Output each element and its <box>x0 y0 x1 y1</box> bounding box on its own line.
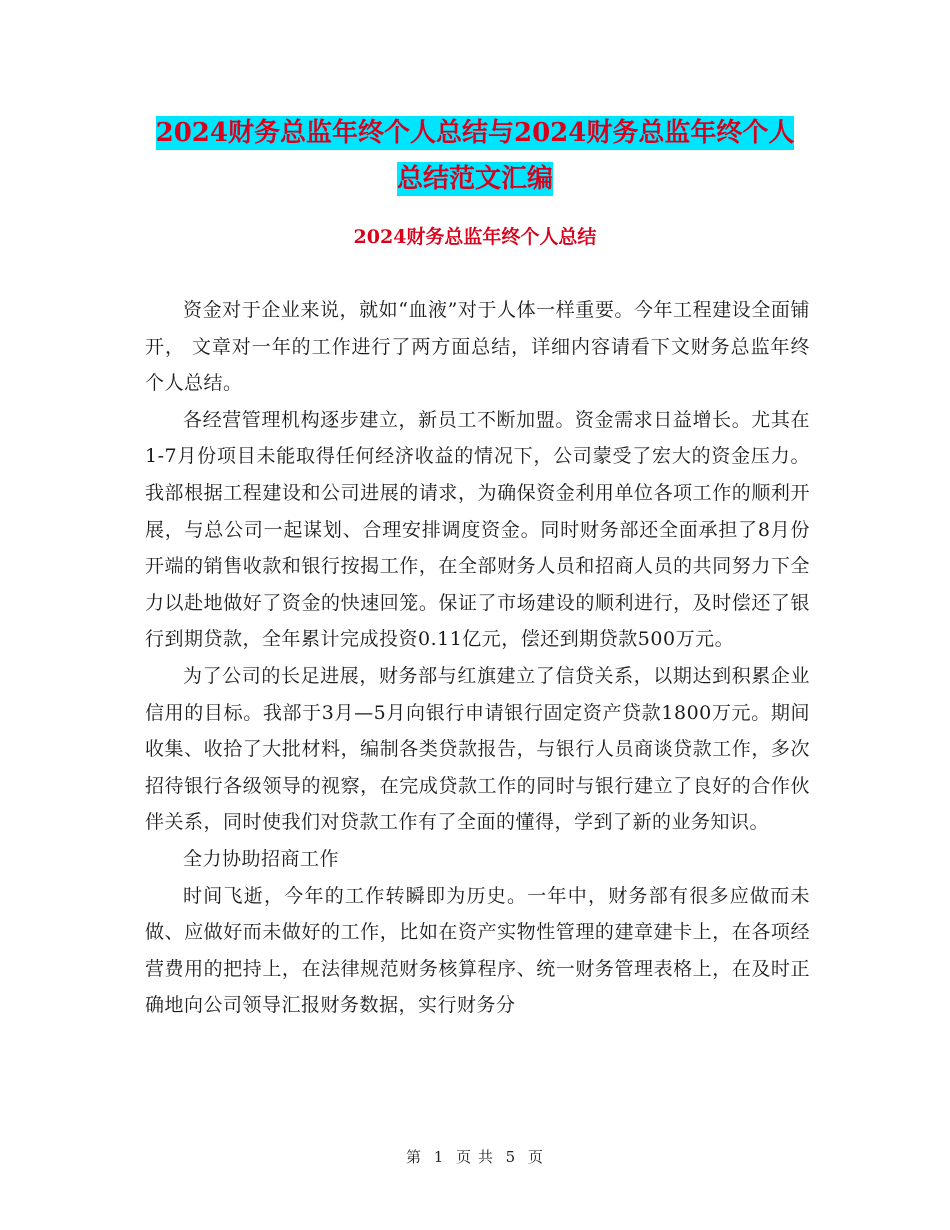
document-title <box>0 110 950 202</box>
paragraph: 各经营管理机构逐步建立，新员工不断加盟。资金需求日益增长。尤其在1-7月份项目未能取得任何经济收益的情况下，公司蒙受了宏大的资金压力。我部根据工程建设和公司进展的请求，为确保资金利用单位各项工作的顺利开展，与总公司一起谋划、合理安排调度资金。同时财务部还全面承担了8月份开端的销售收款和银行按揭工作，在全部财务人员和招商人员的共同努力下全力以赴地做好了资金的快速回笼。保证了市场建设的顺利进行，及时偿还了银行到期贷款，全年累计完成投资0.11亿元，偿还到期贷款500万元。 <box>145 408 810 651</box>
page-label-mid: 页 共 <box>456 1148 494 1166</box>
paragraph: 为了公司的长足进展，财务部与红旗建立了信贷关系，以期达到积累企业信用的目标。我部于3月—5月向银行申请银行固定资产贷款1800万元。期间收集、收拾了大批材料，编制各类贷款报告，与银行人员商谈贷款工作，多次招待银行各级领导的视察，在完成贷款工作的同时与银行建立了良好的合作伙伴关系，同时使我们对贷款工作有了全面的懂得，学到了新的业务知识。 <box>145 664 810 834</box>
document-title-line2: 总结范文汇编 <box>396 164 553 194</box>
paragraph: 资金对于企业来说，就如“血液”对于人体一样重要。今年工程建设全面铺开， 文章对一年的工作进行了两方面总结，详细内容请看下文财务总监年终个人总结。 <box>145 299 810 395</box>
paragraph: 时间飞逝，今年的工作转瞬即为历史。一年中，财务部有很多应做而未做、应做好而未做好的工作，比如在资产实物性管理的建章建卡上，在各项经营费用的把持上，在法律规范财务核算程序、统一财务管理表格上，在及时正确地向公司领导汇报财务数据，实行财务分 <box>145 884 810 1017</box>
page-number-total: 5 <box>505 1148 517 1166</box>
page-label-prefix: 第 <box>405 1148 422 1166</box>
page-footer <box>0 1146 950 1167</box>
document-title-line1: 2024财务总监年终个人总结与2024财务总监年终个人 <box>155 118 795 148</box>
page-label-suffix: 页 <box>528 1148 545 1166</box>
document-body <box>145 292 810 1024</box>
section-title: 2024财务总监年终个人总结 <box>353 226 597 248</box>
paragraph-heading: 全力协助招商工作 <box>183 847 340 870</box>
page-number-current: 1 <box>433 1148 445 1166</box>
